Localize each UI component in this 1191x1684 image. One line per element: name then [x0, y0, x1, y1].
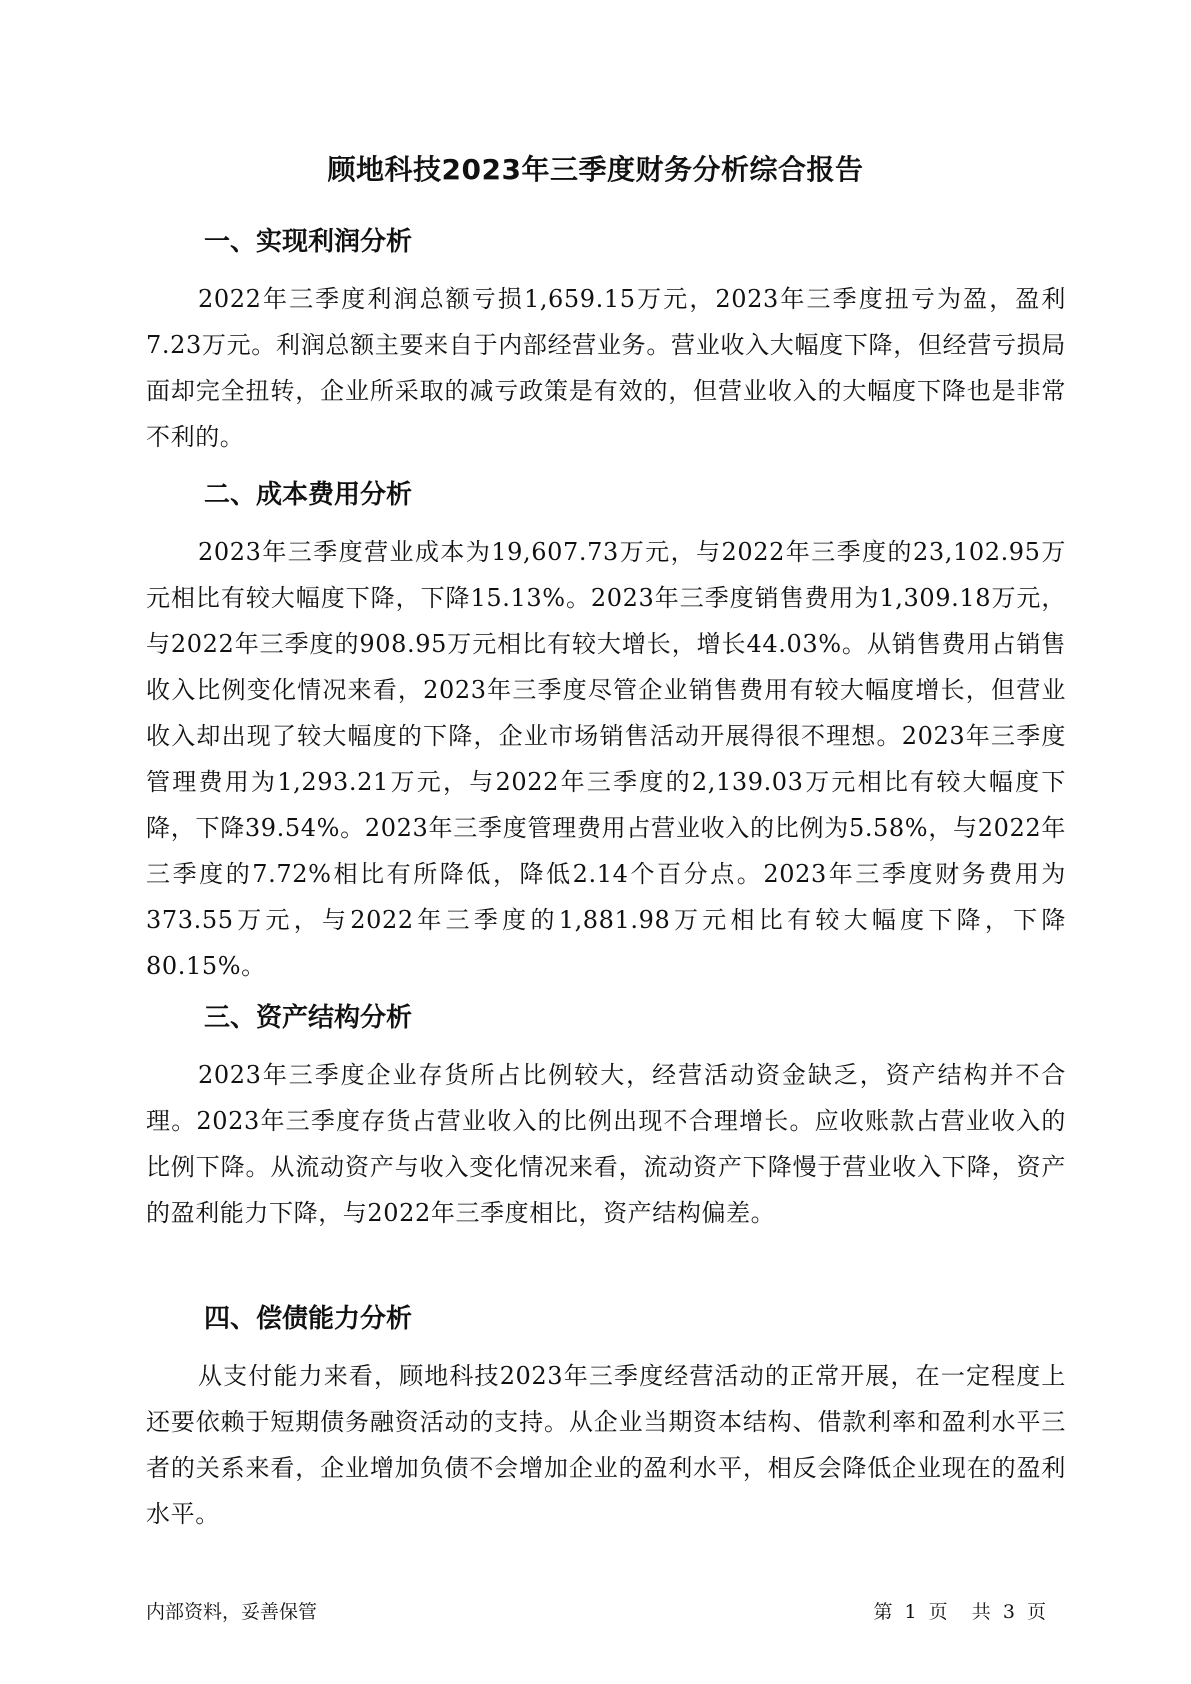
page-number: 1 [904, 1601, 917, 1623]
section-solvency-analysis [146, 1299, 1066, 1537]
section-body: 2023年三季度企业存货所占比例较大，经营活动资金缺乏，资产结构并不合理。2023年三季度存货占营业收入的比例出现不合理增长。应收账款占营业收入的比例下降。从流动资产与收入变化情况来看，流动资产下降慢于营业收入下降，资产的盈利能力下降，与2022年三季度相比，资产结构偏差。 [146, 1061, 1066, 1227]
section-heading: 一、实现利润分析 [204, 227, 413, 257]
section-asset-structure-analysis [146, 998, 1066, 1236]
section-body: 从支付能力来看，顾地科技2023年三季度经营活动的正常开展，在一定程度上还要依赖于短期债务融资活动的支持。从企业当期资本结构、借款利率和盈利水平三者的关系来看，企业增加负债不会增加企业的盈利水平，相反会降低企业现在的盈利水平。 [146, 1362, 1066, 1528]
page-suffix: 页 [928, 1601, 948, 1623]
total-prefix: 共 [971, 1601, 991, 1623]
document-title: 顾地科技2023年三季度财务分析综合报告 [327, 153, 864, 186]
page-footer [146, 1598, 1046, 1626]
page-prefix: 第 [873, 1601, 893, 1623]
section-body: 2023年三季度营业成本为19,607.73万元，与2022年三季度的23,102.95万元相比有较大幅度下降，下降15.13%。2023年三季度销售费用为1,309.18万元，与2022年三季度的908.95万元相比有较大增长，增长44.03%。从销售费用占销售收入比例变化情况来看，2023年三季度尽管企业销售费用有较大幅度增长，但营业收入却出现了较大幅度的下降，企业市场销售活动开展得很不理想。2023年三季度管理费用为1,293.21万元，与2022年三季度的2,139.03万元相比有较大幅度下降，下降39.54%。2023年三季度管理费用占营业收入的比例为5.58%，与2022年三季度的7.72%相比有所降低，降低2.14个百分点。2023年三季度财务费用为373.55万元，与2022年三季度的1,881.98万元相比有较大幅度下降，下降80.15%。 [146, 538, 1066, 980]
total-pages: 3 [1002, 1601, 1015, 1623]
section-heading: 二、成本费用分析 [204, 480, 413, 510]
total-suffix: 页 [1026, 1601, 1046, 1623]
section-profit-analysis [146, 222, 1066, 460]
footer-page-indicator [873, 1598, 1046, 1626]
section-heading: 四、偿债能力分析 [204, 1304, 413, 1334]
footer-confidential-note: 内部资料，妥善保管 [146, 1601, 318, 1623]
section-cost-analysis [146, 475, 1066, 989]
section-body: 2022年三季度利润总额亏损1,659.15万元，2023年三季度扭亏为盈，盈利7.23万元。利润总额主要来自于内部经营业务。营业收入大幅度下降，但经营亏损局面却完全扭转，企业所采取的减亏政策是有效的，但营业收入的大幅度下降也是非常不利的。 [146, 285, 1066, 451]
section-heading: 三、资产结构分析 [204, 1003, 413, 1033]
